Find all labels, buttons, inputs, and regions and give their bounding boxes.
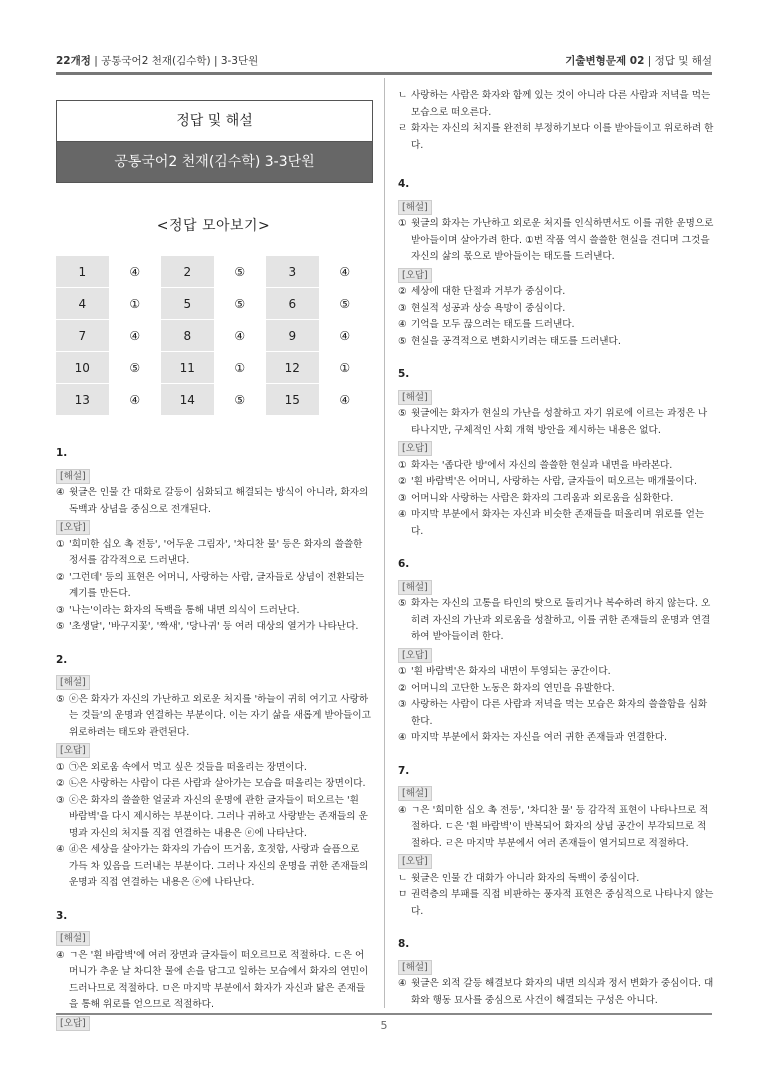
explanation-text: 현실을 공격적으로 변화시키려는 태도를 드러낸다.	[411, 335, 621, 347]
title-box	[56, 100, 373, 183]
explanation-text: ㄱ은 '흰 바람벽'에 여러 장면과 글자들이 떠오르므로 적절하다. ㄷ은 어머니가 추운 날 차디찬 물에 손을 담그고 일하는 모습에서 화자의 연민이 드러나므로 적절하다. ㅁ은 마지막 부분에서 화자가 자신과 닮은 존재들을 통해 위로를 얻으므로 적절하다.	[69, 949, 369, 1010]
explanation-text: ㄱ은 '희미한 십오 촉 전등', '차디찬 물' 등 감각적 표현이 나타나므로 적절하다. ㄷ은 '흰 바람벽'이 반복되어 화자의 상념 공간이 부각되므로 적절하다. ㄹ은 마지막 부분에서 여러 존재들이 열거되므로 적절하다.	[411, 804, 709, 849]
answer-choice-cell: ①	[319, 352, 371, 384]
explanation-item	[398, 317, 714, 334]
left-column	[56, 100, 371, 1032]
explanation-text: ⓓ은 세상을 살아가는 화자의 가슴이 뜨거움, 호젓함, 사랑과 슬픔으로 가득 차 있음을 드러내는 부분이다. 그러나 자신의 운명을 귀한 존재들의 운명과 직접 연결하는 내용은 ⓔ에 나타난다.	[69, 844, 369, 888]
answer-choice-cell: ⑤	[319, 288, 371, 320]
answer-row	[56, 384, 371, 420]
choice-marker: ⑤	[56, 621, 65, 632]
explanation-item	[398, 216, 714, 266]
choice-marker: ③	[56, 604, 65, 616]
explanation-item	[56, 485, 371, 518]
explanation-item	[56, 760, 371, 777]
question-number: 8.	[398, 938, 410, 950]
choice-marker: ②	[398, 682, 407, 694]
header-right	[565, 53, 712, 68]
question-number: 7.	[398, 764, 410, 777]
answer-choice-cell: ④	[319, 320, 371, 352]
choice-marker: ④	[398, 509, 407, 520]
explanation-item	[398, 803, 714, 853]
page-header	[56, 50, 712, 70]
explanation-item	[56, 948, 371, 1014]
answer-row	[56, 288, 371, 320]
explanation-tag: [오답]	[56, 743, 90, 758]
explanation-item	[398, 88, 714, 121]
choice-marker: ①	[398, 666, 407, 677]
explanation-text: 어머니의 고단한 노동은 화자의 연민을 유발한다.	[411, 682, 615, 694]
question-number: 3.	[56, 909, 68, 922]
explanation-item	[398, 730, 714, 747]
explanation-tag: [오답]	[56, 520, 90, 535]
answer-row	[56, 252, 371, 288]
question-number-cell: 10	[56, 352, 109, 384]
explanation-text: '그런데' 등의 표현은 어머니, 사랑하는 사람, 글자들로 상념이 전환되는 계기를 만든다.	[69, 571, 365, 599]
choice-marker: ①	[56, 538, 65, 550]
answer-summary-heading: <정답 모아보기>	[156, 218, 271, 234]
explanation-item	[398, 596, 714, 646]
answer-choice-cell: ④	[319, 252, 371, 288]
explanation-text: 사랑하는 사람은 화자와 함께 있는 것이 아니라 다른 사람과 저녁을 먹는 모습으로 떠오른다.	[411, 90, 711, 118]
header-section-label: | 정답 및 해설	[644, 55, 712, 67]
explanation-text: '나는'이라는 화자의 독백을 통해 내면 의식이 드러난다.	[69, 604, 300, 616]
right-column	[398, 88, 714, 1009]
choice-marker: ②	[56, 778, 65, 789]
explanation-tag: [오답]	[398, 268, 432, 283]
explanation-tag: [해설]	[56, 675, 90, 690]
choice-marker: ④	[56, 487, 65, 498]
choice-marker: ⑤	[398, 335, 407, 347]
explanation-text: ⓒ은 화자의 쓸쓸한 얼굴과 자신의 운명에 관한 글자들이 떠오르는 '흰 바람벽'을 다시 제시하는 부분이다. 그러나 귀하고 사랑받는 존재들의 운명과 자신의 처지를 직접 연결하는 내용은 ⓔ에 나타난다.	[69, 794, 368, 839]
column-divider	[384, 78, 385, 1008]
explanation-tag: [오답]	[398, 854, 432, 869]
choice-marker: ③	[398, 699, 407, 710]
question-number-cell: 12	[266, 352, 319, 384]
explanation-text: '흰 바람벽'은 화자의 내면이 투영되는 공간이다.	[411, 666, 611, 677]
choice-marker: ③	[398, 302, 407, 314]
question-number-cell: 3	[266, 252, 319, 288]
explanation-tag: [해설]	[398, 390, 432, 405]
question-number-cell: 6	[266, 288, 319, 320]
choice-marker: ③	[56, 794, 65, 806]
answer-row	[56, 352, 371, 384]
header-course-year: 22개정	[56, 55, 91, 67]
answer-choice-cell: ④	[109, 320, 161, 352]
explanation-item	[398, 681, 714, 698]
explanation-text: 기억을 모두 끊으려는 태도를 드러낸다.	[411, 319, 575, 330]
answer-choice-cell: ④	[109, 384, 161, 420]
explanation-item	[56, 842, 371, 892]
explanation-text: '초생달', '바구지꽃', '짝새', '당나귀' 등 여러 대상의 열거가 나타난다.	[69, 621, 359, 632]
question-number: 1.	[56, 447, 68, 459]
explanation-item	[56, 537, 371, 570]
header-exam-title: 기출변형문제 02	[565, 55, 645, 67]
answer-choice-cell: ⑤	[214, 252, 266, 288]
explanation-text: 사랑하는 사람이 다른 사람과 저녁을 먹는 모습은 화자의 쓸쓸함을 심화한다.	[411, 699, 708, 727]
explanation-text: 윗글은 인물 간 대화로 갈등이 심화되고 해결되는 방식이 아니라, 화자의 독백과 상념을 중심으로 전개된다.	[69, 487, 369, 515]
question-number: 5.	[398, 368, 410, 380]
choice-marker: ㄴ	[398, 872, 408, 884]
question-number-cell: 5	[161, 288, 214, 320]
explanation-item	[398, 474, 714, 491]
question-number-cell: 13	[56, 384, 109, 420]
explanation-item	[398, 887, 714, 920]
choice-marker: ③	[398, 492, 407, 504]
explanation-text: 윗글의 화자는 가난하고 외로운 처지를 인식하면서도 이를 귀한 운명으로 받아들이며 살아가려 한다. ①번 작품 역시 쓸쓸한 현실을 견디며 그것을 자신의 삶의 몫으로 받아들이는 태도를 드러낸다.	[411, 218, 714, 262]
explanation-tag: [해설]	[398, 786, 432, 801]
explanation-text: 현실적 성공과 상승 욕망이 중심이다.	[411, 302, 566, 314]
right-explanations	[398, 176, 714, 1009]
explanation-item	[398, 284, 714, 301]
question-number-cell: 11	[161, 352, 214, 384]
answer-choice-cell: ⑤	[214, 384, 266, 420]
explanation-text: 윗글에는 화자가 현실의 가난을 성찰하고 자기 위로에 이르는 과정은 나타나지만, 구체적인 사회 개혁 방안을 제시하는 내용은 없다.	[411, 408, 708, 436]
explanation-text: '희미한 십오 촉 전등', '어두운 그림자', '차디찬 물' 등은 화자의 쓸쓸한 정서를 감각적으로 드러낸다.	[69, 538, 363, 566]
explanation-text: 화자는 자신의 처지를 완전히 부정하기보다 이를 받아들이고 위로하려 한다.	[411, 123, 714, 151]
question-number-cell: 1	[56, 252, 109, 288]
header-divider	[56, 72, 712, 75]
explanation-text: 세상에 대한 단절과 거부가 중심이다.	[411, 286, 566, 297]
answer-choice-cell: ④	[214, 320, 266, 352]
left-explanations	[56, 445, 371, 1032]
answer-choice-cell: ①	[109, 288, 161, 320]
answer-choice-cell: ①	[214, 352, 266, 384]
explanation-item	[56, 793, 371, 843]
answer-choice-cell: ④	[109, 252, 161, 288]
explanation-text: 윗글은 외적 갈등 해결보다 화자의 내면 의식과 정서 변화가 중심이다. 대화와 행동 묘사를 중심으로 사건이 해결되는 구성은 아니다.	[411, 978, 714, 1006]
choice-marker: ⑤	[398, 408, 407, 419]
explanation-item	[398, 697, 714, 730]
explanation-text: 마지막 부분에서 화자는 자신을 여러 귀한 존재들과 연결한다.	[411, 732, 668, 743]
footer-divider	[56, 1013, 712, 1015]
continued-items	[398, 88, 714, 154]
header-left	[56, 53, 258, 68]
question-number-cell: 4	[56, 288, 109, 320]
explanation-text: 윗글은 인물 간 대화가 아니라 화자의 독백이 중심이다.	[411, 872, 640, 884]
explanation-tag: [해설]	[56, 469, 90, 484]
explanation-tag: [해설]	[398, 960, 432, 975]
choice-marker: ②	[56, 571, 65, 583]
explanation-tag: [오답]	[398, 648, 432, 663]
explanation-tag: [오답]	[56, 1016, 90, 1031]
choice-marker: ①	[398, 459, 407, 471]
choice-marker: ④	[56, 949, 65, 961]
explanation-text: ⓔ은 화자가 자신의 가난하고 외로운 처지를 '하늘이 귀히 여기고 사랑하는 것들'의 운명과 연결하는 부분이다. 이는 자기 삶을 새롭게 받아들이고 위로하려는 태도와 관련된다.	[69, 693, 371, 738]
explanation-tag: [해설]	[56, 931, 90, 946]
explanation-text: 어머니와 사랑하는 사람은 화자의 그리움과 외로움을 심화한다.	[411, 492, 674, 504]
answer-choice-cell: ⑤	[109, 352, 161, 384]
explanation-text: 화자는 '좁다란 방'에서 자신의 쓸쓸한 현실과 내면을 바라본다.	[411, 459, 673, 471]
explanation-item	[398, 507, 714, 540]
choice-marker: ②	[398, 476, 407, 487]
question-number-cell: 8	[161, 320, 214, 352]
explanation-text: 화자는 자신의 고통을 타인의 탓으로 돌리거나 복수하려 하지 않는다. 오히려 자신의 가난과 외로움을 성찰하고, 이를 귀한 존재들의 운명과 연결하여 받아들이려 한다.	[411, 598, 711, 642]
explanation-text: '흰 바람벽'은 어머니, 사랑하는 사람, 글자들이 떠오르는 매개물이다.	[411, 476, 697, 487]
explanation-item	[398, 301, 714, 318]
question-number-cell: 7	[56, 320, 109, 352]
question-number: 4.	[398, 178, 410, 190]
explanation-text: ㉡은 사랑하는 사람이 다른 사람과 살아가는 모습을 떠올리는 장면이다.	[69, 778, 366, 789]
choice-marker: ④	[398, 732, 407, 743]
choice-marker: ㄴ	[398, 90, 408, 101]
answer-row	[56, 320, 371, 352]
question-number-cell: 15	[266, 384, 319, 420]
explanation-item	[398, 976, 714, 1009]
choice-marker: ㄹ	[398, 123, 408, 134]
explanation-tag: [해설]	[398, 580, 432, 595]
choice-marker: ①	[398, 218, 407, 229]
explanation-item	[56, 603, 371, 620]
explanation-item	[56, 570, 371, 603]
unit-title: 공통국어2 천재(김수학) 3-3단원	[57, 141, 372, 182]
explanation-item	[398, 871, 714, 888]
explanation-item	[398, 334, 714, 351]
question-number: 2.	[56, 653, 68, 666]
question-number-cell: 9	[266, 320, 319, 352]
choice-marker: ㅁ	[398, 889, 408, 900]
choice-marker: ⑤	[398, 598, 407, 609]
choice-marker: ④	[398, 804, 407, 816]
explanation-item	[398, 121, 714, 154]
question-number-cell: 2	[161, 252, 214, 288]
explanation-tag: [오답]	[398, 441, 432, 456]
question-number-cell: 14	[161, 384, 214, 420]
explanation-item	[56, 692, 371, 742]
answer-key-title: 정답 및 해설	[176, 113, 253, 129]
explanation-item	[398, 664, 714, 681]
choice-marker: ②	[398, 286, 407, 297]
answer-choice-cell: ④	[319, 384, 371, 420]
question-number: 6.	[398, 558, 410, 570]
explanation-text: ㉠은 외로움 속에서 먹고 싶은 것들을 떠올리는 장면이다.	[69, 761, 307, 773]
choice-marker: ④	[398, 319, 407, 330]
choice-marker: ④	[398, 978, 407, 989]
explanation-item	[398, 406, 714, 439]
explanation-item	[56, 619, 371, 636]
explanation-text: 마지막 부분에서 화자는 자신과 비슷한 존재들을 떠올리며 위로를 얻는다.	[411, 509, 705, 537]
choice-marker: ①	[56, 761, 65, 773]
answer-choice-cell: ⑤	[214, 288, 266, 320]
choice-marker: ⑤	[56, 693, 65, 705]
header-course-info: | 공통국어2 천재(김수학) | 3-3단원	[90, 55, 259, 67]
explanation-item	[56, 776, 371, 793]
explanation-item	[398, 491, 714, 508]
explanation-item	[398, 458, 714, 475]
answer-table	[56, 248, 371, 423]
explanation-tag: [해설]	[398, 200, 432, 215]
choice-marker: ④	[56, 844, 65, 855]
page-number: 5	[380, 1019, 388, 1032]
explanation-text: 권력층의 부패를 직접 비판하는 풍자적 표현은 중심적으로 나타나지 않는다.	[411, 889, 714, 917]
